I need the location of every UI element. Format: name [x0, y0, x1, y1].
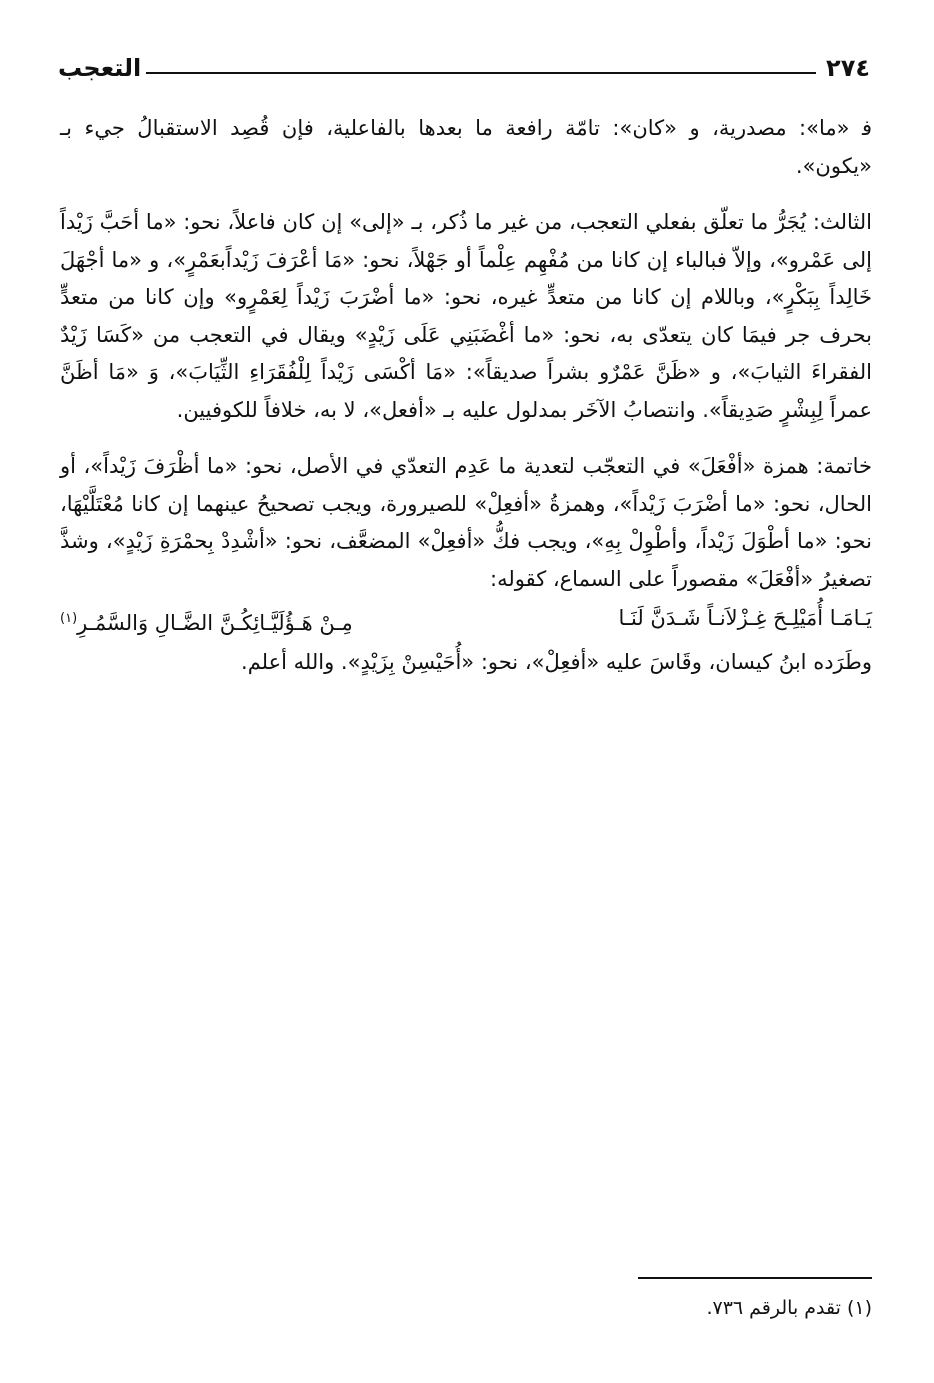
footnote-rule [638, 1277, 872, 1279]
closing-line: وطَرَده ابنُ كيسان، وقَاسَ عليه «أفعِلْ»، نحو: «أُحَيْسِنْ بِزَيْدٍ». والله أعلم. [241, 650, 872, 674]
running-head: التعجب [58, 54, 142, 82]
paragraph-2: الثالث: يُجَرُّ ما تعلّق بفعلي التعجب، من غير ما ذُكر، بـ «إلى» إن كان فاعلاً، نحو: «ما أحَبَّ زَيْداً إلى عَمْرو»، وإلاّ فبالباء إن كانا من مُفْهِم عِلْماً أو جَهْلاً، نحو: «مَا أعْرَفَ زَيْداًبعَمْرٍ»، و «ما أجْهَلَ خَالِداً بِبَكْرٍ»، وباللام إن كانا من متعدٍّ غيره، نحو: «ما أضْرَبَ زَيْداً لِعَمْرٍو» وإن كانا من متعدٍّ بحرف جر فيمَا كان يتعدّى به، نحو: «ما أغْضَبَنِي عَلَى زَيْدٍ» ويقال في التعجب من «كَسَا زَيْدٌ الفقراءَ الثيابَ»، و «ظَنَّ عَمْرٌو بشراً صديقاً»: «مَا أكْسَى زَيْداً لِلْفُقَرَاءِ الثِّيَابَ»، وَ «مَا أظَنَّ عمراً لِبِشْرٍ صَدِيقاً». وانتصابُ الآخَر بمدلول عليه بـ «أفعل»، لا به، خلافاً للكوفيين. [60, 210, 872, 422]
verse-second-hemistich [60, 600, 353, 643]
page-header [58, 52, 870, 92]
verse-first-hemistich: يَـامَـا أُمَيْلِـحَ غِـزْلاَنـاً شَـدَنَّ لَنَـا [618, 606, 872, 630]
verse-second-hemistich-text: مِـنْ هَـؤُلَيَّـائِكُـنَّ الضَّـالِ وَالسَّمُـرِ [77, 611, 353, 635]
page-number: ٢٧٤ [826, 54, 870, 82]
paragraph-3: خاتمة: همزة «أفْعَلَ» في التعجّب لتعدية ما عَدِم التعدّي في الأصل، نحو: «ما أظْرَفَ زَيْداً»، أو الحال، نحو: «ما أضْرَبَ زَيْداً»، وهمزةُ «أفعِلْ» للصيرورة، ويجب تصحيحُ عينهما إن كانا مُعْتَلَّيْهَا، نحو: «ما أطْوَلَ زَيْداً، وأطْوِلْ بِهِ»، ويجب فكُّ «أفعِلْ» المضعَّف، نحو: «أشْدِدْ بِحمْرَةِ زَيْدٍ»، وشذَّ تصغيرُ «أفْعَلَ» مقصوراً على السماع، كقوله: [60, 454, 872, 591]
footnote-reference: (١) [60, 611, 78, 626]
paragraph-1: ﻓ «ما»: مصدرية، و «كان»: تامّة رافعة ما بعدها بالفاعلية، فإن قُصِد الاستقبالُ جيء بـ «يكون». [60, 116, 872, 178]
poetry-verse [60, 600, 872, 644]
footnote: (١) تقدم بالرقم ٧٣٦. [706, 1297, 872, 1319]
main-text [60, 110, 872, 682]
header-rule [146, 72, 816, 74]
